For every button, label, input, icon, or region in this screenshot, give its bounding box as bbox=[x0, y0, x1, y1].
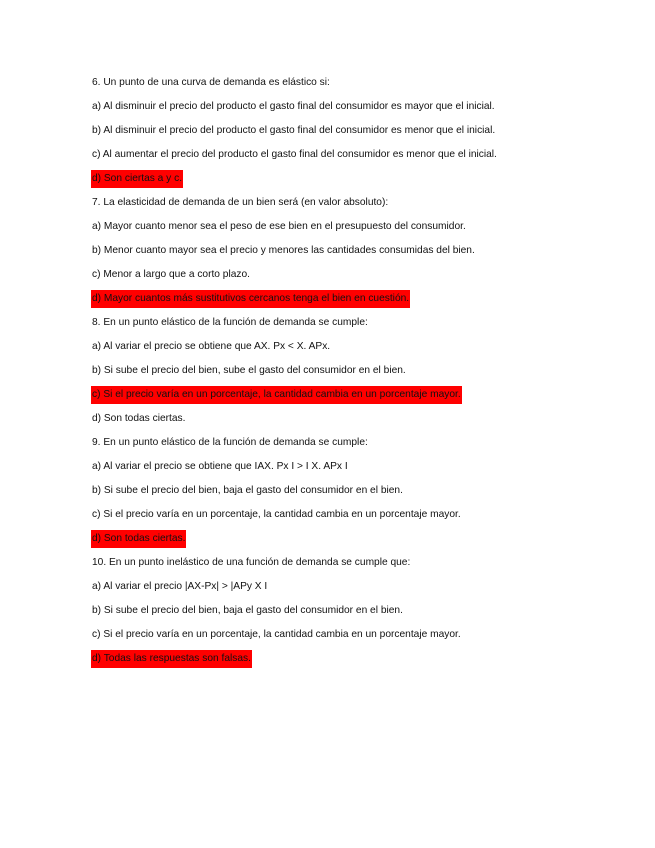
question-7-option-a: a) Mayor cuanto menor sea el peso de ese bien en el presupuesto del consumidor. bbox=[92, 221, 466, 232]
question-10-option-d-highlighted-answer: d) Todas las respuestas son falsas. bbox=[91, 650, 611, 674]
question-6-option-d-highlighted-answer: d) Son ciertas a y c. bbox=[91, 170, 611, 194]
question-6-prompt: 6. Un punto de una curva de demanda es elástico si: bbox=[92, 77, 330, 88]
question-10-option-b: b) Si sube el precio del bien, baja el gasto del consumidor en el bien. bbox=[92, 605, 403, 616]
question-10-prompt: 10. En un punto inelástico de una función de demanda se cumple que: bbox=[92, 557, 411, 568]
question-8-option-b: b) Si sube el precio del bien, sube el gasto del consumidor en el bien. bbox=[92, 365, 406, 376]
question-list bbox=[91, 74, 611, 674]
question-9-prompt: 9. En un punto elástico de la función de demanda se cumple: bbox=[92, 437, 368, 448]
question-6-option-a: a) Al disminuir el precio del producto el gasto final del consumidor es mayor que el inicial. bbox=[92, 101, 495, 112]
question-9-option-b: b) Si sube el precio del bien, baja el gasto del consumidor en el bien. bbox=[92, 485, 403, 496]
question-8-option-d: d) Son todas ciertas. bbox=[92, 413, 186, 424]
question-6-option-c: c) Al aumentar el precio del producto el gasto final del consumidor es menor que el inicial. bbox=[92, 149, 497, 160]
question-8-prompt: 8. En un punto elástico de la función de demanda se cumple: bbox=[92, 317, 368, 328]
question-6-option-b: b) Al disminuir el precio del producto el gasto final del consumidor es menor que el inicial. bbox=[92, 125, 496, 136]
question-7-prompt: 7. La elasticidad de demanda de un bien será (en valor absoluto): bbox=[92, 197, 389, 208]
question-10-option-c: c) Si el precio varía en un porcentaje, la cantidad cambia en un porcentaje mayor. bbox=[92, 629, 461, 640]
question-8-option-c-highlighted-answer: c) Si el precio varía en un porcentaje, la cantidad cambia en un porcentaje mayor. bbox=[91, 386, 611, 410]
question-7-option-c: c) Menor a largo que a corto plazo. bbox=[92, 269, 250, 280]
question-8-option-a: a) Al variar el precio se obtiene que AX. Px < X. APx. bbox=[92, 341, 331, 352]
question-7-option-d-highlighted-answer: d) Mayor cuantos más sustitutivos cercanos tenga el bien en cuestión. bbox=[91, 290, 611, 314]
question-10-option-a: a) Al variar el precio |AX-Px| > |APy X I bbox=[92, 581, 268, 592]
question-9-option-a: a) Al variar el precio se obtiene que IAX. Px I > I X. APx I bbox=[92, 461, 348, 472]
question-7-option-b: b) Menor cuanto mayor sea el precio y menores las cantidades consumidas del bien. bbox=[92, 245, 475, 256]
question-9-option-c: c) Si el precio varía en un porcentaje, la cantidad cambia en un porcentaje mayor. bbox=[92, 509, 461, 520]
question-9-option-d-highlighted-answer: d) Son todas ciertas. bbox=[91, 530, 611, 554]
